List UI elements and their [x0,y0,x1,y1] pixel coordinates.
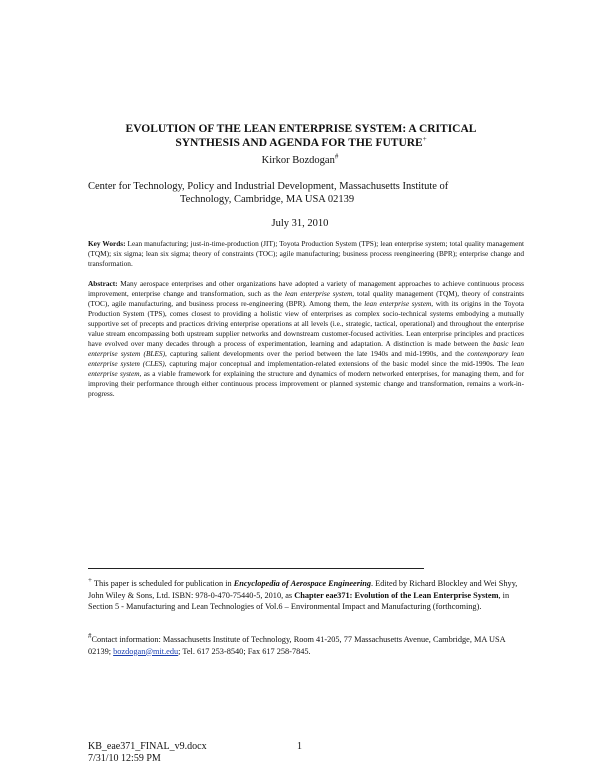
footer-filename: KB_eae371_FINAL_v9.docx [88,741,207,752]
title-line-2-text: SYNTHESIS AND AGENDA FOR THE FUTURE [175,137,423,149]
title-footnote-marker: + [422,135,427,144]
abstract-text: , capturing salient developments over the period between the late 1940s and mid-1990s, and the [165,349,468,358]
abstract-italic: contemporary lean enterprise system (CLES), [88,349,525,368]
footnote-contact [88,634,524,657]
abstract-italic: lean enterprise system [88,359,524,378]
author [0,152,600,166]
affiliation-line-2: Technology, Cambridge, MA USA 02139 [180,194,355,205]
abstract-text: capturing major conceptual and implementation-related extensions of the basic model since the mid-1990s. The [166,359,512,368]
footnote-chapter-title: Chapter eae371: Evolution of the Lean Enterprise System [294,590,499,600]
abstract-italic: basic lean enterprise system (BLES) [88,339,524,358]
title-line-2 [86,136,516,150]
footnote-book-title: Encyclopedia of Aerospace Engineering [233,579,372,588]
abstract-text: , as a viable framework for explaining the structure and dynamics of modern networked enterprises, for managing them, and for improving their performance through either continuous process improvement or planned systemic change and transformation, remains a work-in-progress. [88,369,524,398]
abstract-text: , with its origins in the Toyota Production System (TPS), comes closest to providing a holistic view of enterprises as complex socio-technical systems embodying a mutually supportive set of precepts and practices driving enterprise operations at all levels (i.e., strategic, tactical, operational) and throughout the enterprise value stream encompassing both upstream supplier networks and downstream customer-focused activities. Lean enterprise principles and practices have evolved over many decades through a process of experimentation, learning and adaptation. A distinction is made between the [88,299,524,348]
title-line-1: EVOLUTION OF THE LEAN ENTERPRISE SYSTEM: A CRITICAL [125,123,477,135]
abstract-italic: lean enterprise system [364,299,432,308]
paper-title [86,122,516,150]
page-number: 1 [297,741,302,752]
footnote-text: This paper is scheduled for publication in [91,579,234,588]
footnote-text: . Edited by Richard Blockley and Wei Shyy, John Wiley & Sons, Ltd. ISBN: 978-0-470-75440-5, 2010, as [88,579,518,600]
affiliation [88,180,522,206]
footnote-separator [88,568,424,569]
footer-datetime: 7/31/10 12:59 PM [88,753,161,764]
footnote-text: Contact information: Massachusetts Institute of Technology, Room 41-205, 77 Massachusetts Avenue, Cambridge, MA USA 02139; [88,635,506,656]
affiliation-line-1: Center for Technology, Policy and Industrial Development, Massachusetts Institute of [88,181,449,192]
footnote-text: ; Tel. 617 253-8540; Fax 617 258-7845. [178,646,311,656]
abstract [88,279,524,399]
abstract-text: Many aerospace enterprises and other organizations have adopted a variety of management approaches to achieve continuous process improvement, enterprise change and transformation, such as the [88,279,524,298]
date: July 31, 2010 [271,218,329,229]
footnote-marker: # [88,632,92,641]
footnote-marker: + [88,576,92,585]
abstract-label: Abstract: [88,279,118,288]
keywords-text: Lean manufacturing; just-in-time-production (JIT); Toyota Production System (TPS); lean enterprise system; total quality management (TQM); six sigma; lean six sigma; theory of constraints (TOC); agile manufacturing; business process reengineering (BPR); enterprise change and transformation. [88,239,524,268]
author-name: Kirkor Bozdogan [261,155,335,166]
email-link[interactable]: bozdogan@mit.edu [113,646,179,656]
keywords [88,239,524,269]
author-footnote-marker: # [334,152,339,161]
page-footer [88,741,207,765]
abstract-italic: lean enterprise system [284,289,353,298]
footnote-text: , in Section 5 - Manufacturing and Lean Technologies of Vol.6 – Environmental Impact and Manufacturing (forthcoming). [88,590,510,611]
keywords-label: Key Words: [88,239,126,248]
abstract-text: , total quality management (TQM), theory of constraints (TOC), agile manufacturing, and business process re-engineering (BPR). Among them, the [88,289,524,308]
footnote-publication [88,578,524,613]
